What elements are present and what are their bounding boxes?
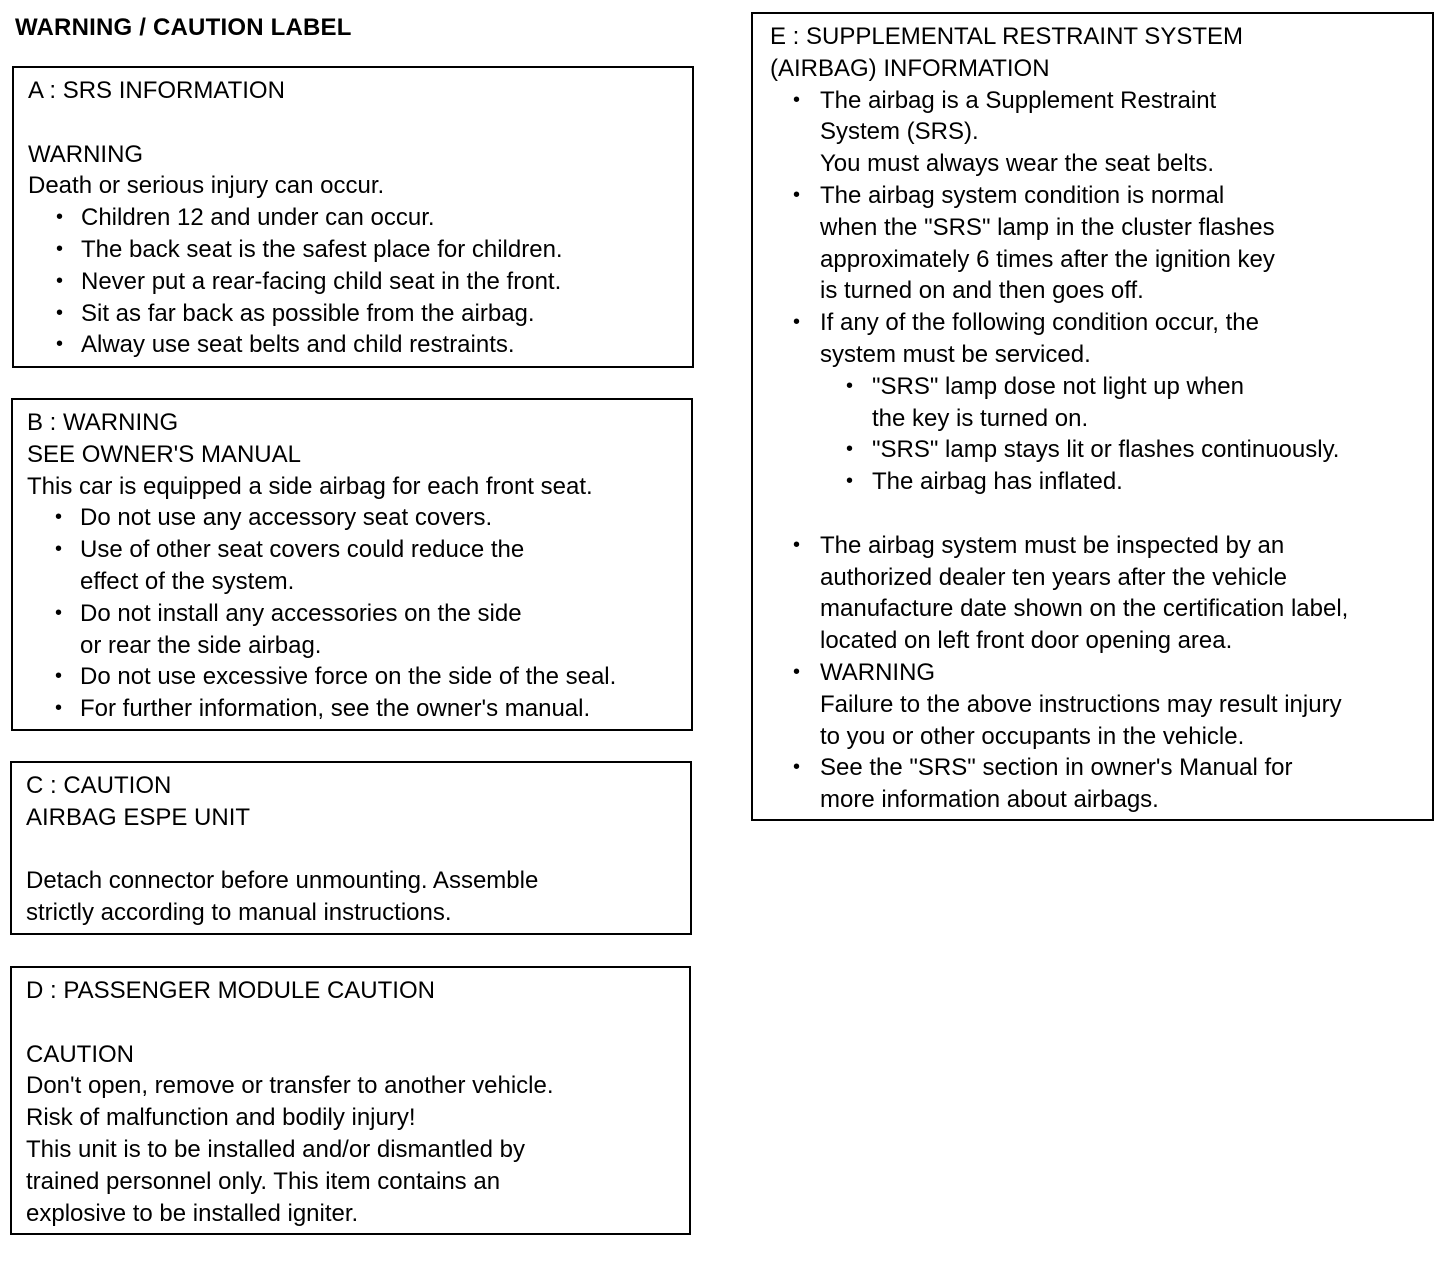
bullet-item bbox=[753, 752, 1432, 784]
line-text: SEE OWNER'S MANUAL bbox=[27, 440, 301, 468]
line-text: effect of the system. bbox=[80, 567, 295, 595]
line-text: C : CAUTION bbox=[26, 772, 172, 799]
label-e-srs-airbag-information bbox=[751, 12, 1434, 821]
bullet-icon: • bbox=[55, 601, 63, 624]
line-text: or rear the side airbag. bbox=[80, 631, 322, 659]
line-text: Do not use excessive force on the side of the seal. bbox=[80, 663, 617, 691]
line-text: "SRS" lamp stays lit or flashes continuously. bbox=[872, 436, 1340, 464]
line-text: trained personnel only. This item contains an bbox=[26, 1167, 501, 1195]
line-text: CAUTION bbox=[26, 1040, 134, 1068]
bullet-item bbox=[13, 661, 691, 693]
bullet-item bbox=[753, 85, 1432, 117]
line-text: This car is equipped a side airbag for each front seat. bbox=[27, 472, 593, 500]
line-text: If any of the following condition occur, the bbox=[820, 309, 1259, 337]
label-c-caution bbox=[10, 761, 692, 935]
bullet-item bbox=[13, 534, 691, 566]
text-line bbox=[13, 566, 691, 598]
text-line bbox=[753, 148, 1432, 180]
blank-line bbox=[753, 498, 1432, 530]
line-text: explosive to be installed igniter. bbox=[26, 1199, 359, 1227]
line-text: For further information, see the owner's manual. bbox=[80, 695, 591, 723]
text-line bbox=[14, 75, 692, 107]
text-line bbox=[14, 139, 692, 171]
text-line bbox=[13, 439, 691, 471]
label-d-passenger-module-caution bbox=[10, 966, 691, 1235]
line-text: The airbag has inflated. bbox=[872, 468, 1123, 496]
bullet-icon: • bbox=[55, 538, 63, 561]
bullet-icon: • bbox=[846, 438, 854, 461]
line-text: The back seat is the safest place for children. bbox=[81, 235, 563, 263]
text-line bbox=[12, 802, 690, 834]
line-text: Use of other seat covers could reduce the bbox=[80, 536, 525, 564]
text-line bbox=[13, 407, 691, 439]
text-line bbox=[12, 1134, 689, 1166]
line-text: the key is turned on. bbox=[872, 404, 1089, 432]
text-line bbox=[753, 21, 1432, 53]
line-text: Never put a rear-facing child seat in the front. bbox=[81, 267, 562, 295]
line-text: is turned on and then goes off. bbox=[820, 277, 1144, 305]
text-line bbox=[753, 784, 1432, 816]
bullet-item bbox=[14, 202, 692, 234]
line-text: Risk of malfunction and bodily injury! bbox=[26, 1104, 416, 1132]
line-text: You must always wear the seat belts. bbox=[820, 150, 1214, 178]
line-text: Failure to the above instructions may result injury bbox=[820, 690, 1342, 718]
line-text: The airbag system condition is normal bbox=[820, 181, 1225, 209]
text-line bbox=[14, 170, 692, 202]
line-text: The airbag system must be inspected by an bbox=[820, 531, 1285, 559]
bullet-item bbox=[14, 266, 692, 298]
bullet-icon: • bbox=[793, 533, 801, 556]
line-text: WARNING bbox=[820, 658, 936, 686]
bullet-icon: • bbox=[55, 665, 63, 688]
text-line bbox=[753, 689, 1432, 721]
bullet-icon: • bbox=[56, 269, 64, 292]
line-text: Do not install any accessories on the side bbox=[80, 599, 522, 627]
line-text: Sit as far back as possible from the airbag. bbox=[81, 299, 535, 327]
bullet-item bbox=[13, 502, 691, 534]
line-text: located on left front door opening area. bbox=[820, 627, 1233, 655]
bullet-item bbox=[14, 234, 692, 266]
line-text: authorized dealer ten years after the vehicle bbox=[820, 563, 1287, 591]
line-text: Detach connector before unmounting. Assemble bbox=[26, 867, 539, 895]
bullet-item bbox=[753, 434, 1432, 466]
text-line bbox=[753, 275, 1432, 307]
text-line bbox=[12, 897, 690, 929]
bullet-item bbox=[14, 329, 692, 361]
text-line bbox=[13, 471, 691, 503]
text-line bbox=[13, 630, 691, 662]
bullet-icon: • bbox=[56, 333, 64, 356]
line-text: System (SRS). bbox=[820, 118, 979, 146]
text-line bbox=[12, 1198, 689, 1230]
text-line bbox=[753, 721, 1432, 753]
line-text: manufacture date shown on the certification label, bbox=[820, 595, 1349, 623]
line-text: to you or other occupants in the vehicle. bbox=[820, 722, 1245, 750]
line-text: This unit is to be installed and/or dismantled by bbox=[26, 1135, 525, 1163]
line-text: B : WARNING bbox=[27, 409, 179, 436]
line-text: Children 12 and under can occur. bbox=[81, 204, 435, 232]
text-line bbox=[753, 562, 1432, 594]
line-text: Alway use seat belts and child restraints. bbox=[81, 331, 515, 359]
text-line bbox=[753, 212, 1432, 244]
line-text: Do not use any accessory seat covers. bbox=[80, 504, 493, 532]
bullet-item bbox=[753, 307, 1432, 339]
text-line bbox=[753, 403, 1432, 435]
bullet-item bbox=[13, 598, 691, 630]
bullet-icon: • bbox=[56, 301, 64, 324]
line-text: strictly according to manual instructions. bbox=[26, 899, 452, 927]
line-text: A : SRS INFORMATION bbox=[28, 77, 285, 104]
text-line bbox=[12, 1166, 689, 1198]
line-text: when the "SRS" lamp in the cluster flashes bbox=[820, 213, 1275, 241]
bullet-item bbox=[753, 466, 1432, 498]
line-text: Don't open, remove or transfer to another vehicle. bbox=[26, 1072, 554, 1100]
line-text: (AIRBAG) INFORMATION bbox=[770, 54, 1050, 82]
label-a-srs-information bbox=[12, 66, 694, 368]
text-line bbox=[12, 975, 689, 1007]
text-line bbox=[753, 116, 1432, 148]
text-line bbox=[12, 865, 690, 897]
text-line bbox=[753, 244, 1432, 276]
text-line bbox=[12, 1039, 689, 1071]
bullet-item bbox=[753, 530, 1432, 562]
text-line bbox=[12, 770, 690, 802]
bullet-icon: • bbox=[846, 374, 854, 397]
line-text: system must be serviced. bbox=[820, 340, 1091, 368]
text-line bbox=[753, 53, 1432, 85]
text-line bbox=[12, 1070, 689, 1102]
line-text: AIRBAG ESPE UNIT bbox=[26, 803, 251, 831]
line-text: approximately 6 times after the ignition key bbox=[820, 245, 1275, 273]
bullet-icon: • bbox=[846, 470, 854, 493]
bullet-icon: • bbox=[55, 697, 63, 720]
line-text: The airbag is a Supplement Restraint bbox=[820, 86, 1217, 114]
bullet-icon: • bbox=[793, 660, 801, 683]
line-text: See the "SRS" section in owner's Manual for bbox=[820, 754, 1293, 782]
blank-line bbox=[12, 1007, 689, 1039]
text-line bbox=[753, 593, 1432, 625]
text-line bbox=[753, 625, 1432, 657]
bullet-icon: • bbox=[55, 506, 63, 529]
line-text: D : PASSENGER MODULE CAUTION bbox=[26, 977, 435, 1004]
bullet-icon: • bbox=[56, 237, 64, 260]
line-text: Death or serious injury can occur. bbox=[28, 172, 385, 200]
bullet-item bbox=[753, 371, 1432, 403]
bullet-icon: • bbox=[793, 183, 801, 206]
label-b-warning bbox=[11, 398, 693, 731]
bullet-icon: • bbox=[793, 88, 801, 111]
bullet-icon: • bbox=[793, 311, 801, 334]
bullet-item bbox=[753, 657, 1432, 689]
blank-line bbox=[14, 107, 692, 139]
text-line bbox=[12, 1102, 689, 1134]
bullet-icon: • bbox=[56, 206, 64, 229]
bullet-item bbox=[753, 180, 1432, 212]
bullet-icon: • bbox=[793, 756, 801, 779]
page-title: WARNING / CAUTION LABEL bbox=[15, 14, 352, 41]
bullet-item bbox=[13, 693, 691, 725]
line-text: "SRS" lamp dose not light up when bbox=[872, 372, 1244, 400]
line-text: WARNING bbox=[28, 140, 144, 168]
text-line bbox=[753, 339, 1432, 371]
line-text: E : SUPPLEMENTAL RESTRAINT SYSTEM bbox=[770, 23, 1243, 50]
line-text: more information about airbags. bbox=[820, 786, 1159, 814]
bullet-item bbox=[14, 298, 692, 330]
blank-line bbox=[12, 834, 690, 866]
